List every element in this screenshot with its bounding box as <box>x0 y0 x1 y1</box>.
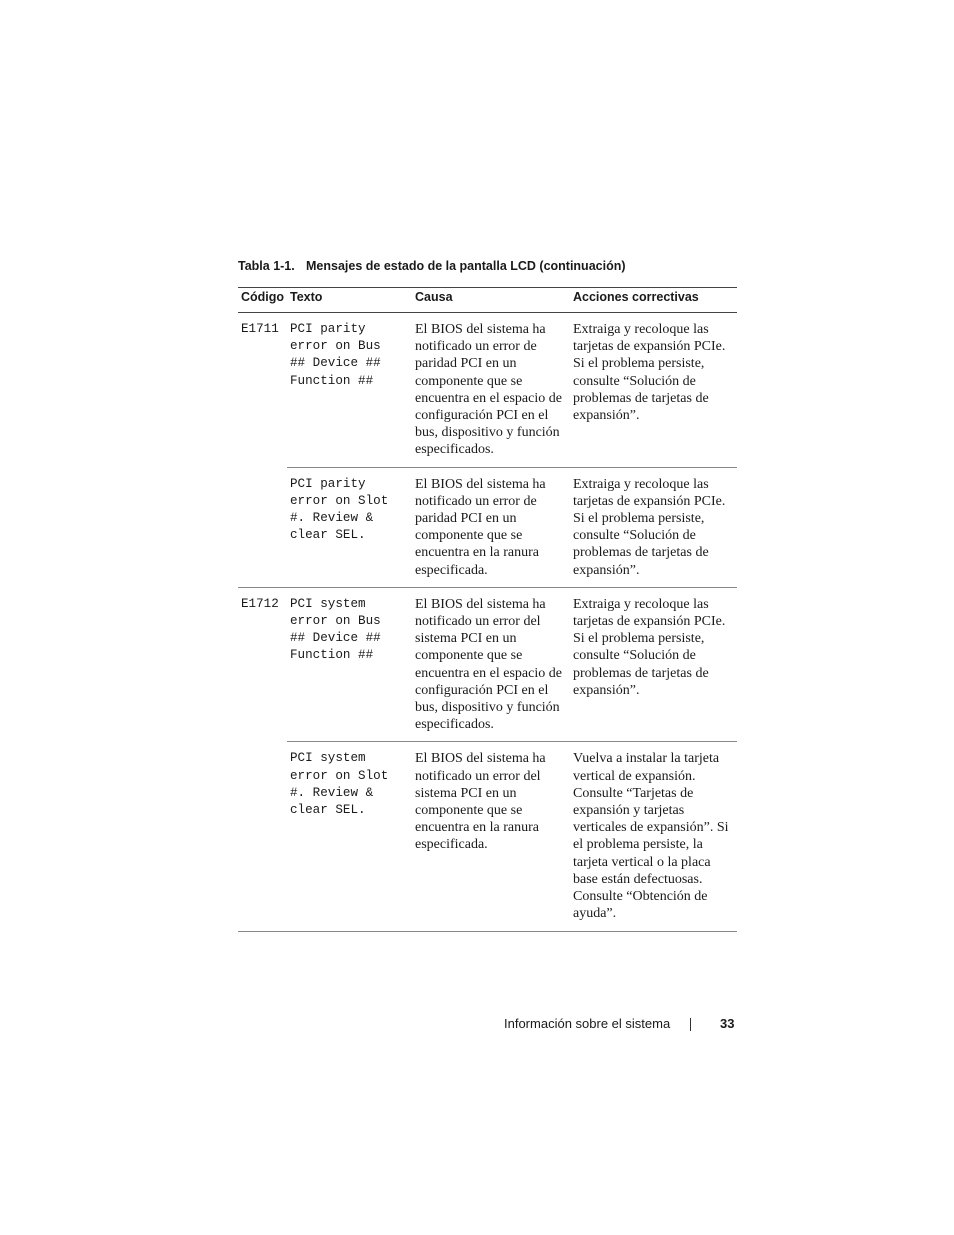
text-cell: PCI parity error on Slot #. Review & clear SEL. <box>287 467 412 587</box>
action-cell: Vuelva a instalar la tarjeta vertical de expansión. Consulte “Tarjetas de expansión y tarjetas verticales de expansión”. Si el problema persiste, la tarjeta vertical o la placa base están defectuosas. Consulte “Obtención de ayuda”. <box>570 742 737 931</box>
cause-cell: El BIOS del sistema ha notificado un error del sistema PCI en un componente que se encuentra en el espacio de configuración PCI en el bus, dispositivo y función especificados. <box>412 587 570 742</box>
table-row <box>238 313 737 468</box>
footer-section-title: Información sobre el sistema <box>504 1016 671 1031</box>
header-cause: Causa <box>412 288 570 313</box>
header-actions: Acciones correctivas <box>570 288 737 313</box>
action-cell: Extraiga y recoloque las tarjetas de expansión PCIe. Si el problema persiste, consulte “Solución de problemas de tarjetas de expansión”. <box>570 587 737 742</box>
text-cell: PCI system error on Bus ## Device ## Function ## <box>287 587 412 742</box>
cause-cell: El BIOS del sistema ha notificado un error del sistema PCI en un componente que se encuentra en la ranura especificada. <box>412 742 570 931</box>
table-row <box>238 467 737 587</box>
code-cell: E1712 <box>238 587 287 931</box>
action-cell: Extraiga y recoloque las tarjetas de expansión PCIe. Si el problema persiste, consulte “Solución de problemas de tarjetas de expansión”. <box>570 313 737 468</box>
footer-divider <box>690 1018 691 1031</box>
page-number: 33 <box>720 1016 735 1031</box>
header-code: Código <box>238 288 287 313</box>
table-caption <box>238 259 626 273</box>
table-number: Tabla 1-1. <box>238 259 295 273</box>
header-text: Texto <box>287 288 412 313</box>
code-cell: E1711 <box>238 313 287 588</box>
text-cell: PCI parity error on Bus ## Device ## Function ## <box>287 313 412 468</box>
status-messages-table <box>238 287 737 932</box>
table-header-row <box>238 288 737 313</box>
cause-cell: El BIOS del sistema ha notificado un error de paridad PCI en un componente que se encuentra en el espacio de configuración PCI en el bus, dispositivo y función especificados. <box>412 313 570 468</box>
action-cell: Extraiga y recoloque las tarjetas de expansión PCIe. Si el problema persiste, consulte “Solución de problemas de tarjetas de expansión”. <box>570 467 737 587</box>
cause-cell: El BIOS del sistema ha notificado un error de paridad PCI en un componente que se encuentra en la ranura especificada. <box>412 467 570 587</box>
table-row <box>238 587 737 742</box>
table-title: Mensajes de estado de la pantalla LCD (continuación) <box>306 259 626 273</box>
table-row <box>238 742 737 931</box>
text-cell: PCI system error on Slot #. Review & clear SEL. <box>287 742 412 931</box>
